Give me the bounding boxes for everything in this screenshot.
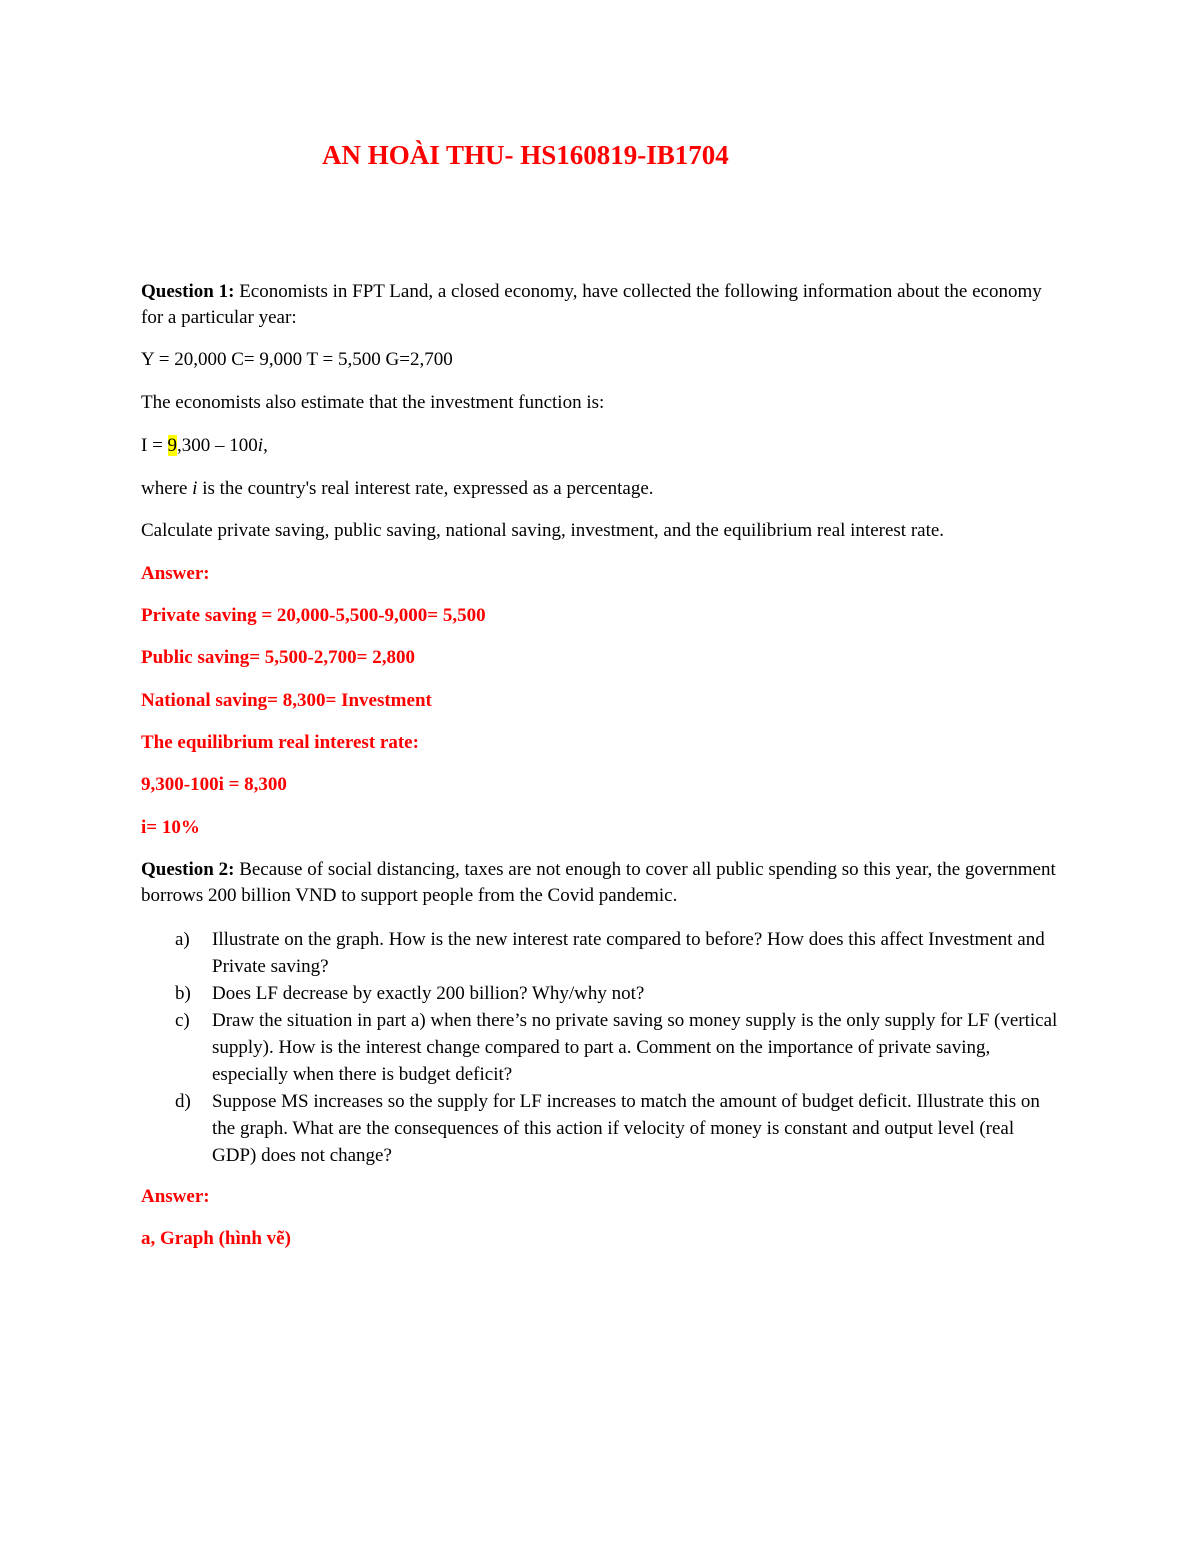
answer-1-national-saving: National saving= 8,300= Investment xyxy=(141,690,432,711)
answer-1-heading: Answer: xyxy=(141,563,210,584)
answer-1-equation: 9,300-100i = 8,300 xyxy=(141,774,287,795)
list-marker: c) xyxy=(175,1010,190,1031)
question-2-paragraph xyxy=(141,857,1061,909)
formula-variable: i xyxy=(257,435,264,456)
where-prefix: where xyxy=(141,478,193,499)
formula-rest: ,300 – 100 xyxy=(177,435,258,456)
answer-1-equilibrium-heading: The equilibrium real interest rate: xyxy=(141,732,419,753)
list-item-text: Draw the situation in part a) when there’s no private saving so money supply is the only supply for LF (vertical supply). How is the interest change compared to part a. Comment on the importance of private saving, especially when there is budget deficit? xyxy=(212,1010,1058,1085)
list-marker: d) xyxy=(175,1091,191,1112)
answer-1-result: i= 10% xyxy=(141,817,200,838)
where-rest: is the country's real interest rate, expressed as a percentage. xyxy=(197,478,654,499)
list-item xyxy=(141,1007,1061,1088)
answer-2-heading: Answer: xyxy=(141,1186,210,1207)
question-1-task: Calculate private saving, public saving, national saving, investment, and the equilibrium real interest rate. xyxy=(141,520,945,541)
interest-rate-definition xyxy=(141,476,1061,502)
list-item-text: Suppose MS increases so the supply for LF increases to match the amount of budget deficit. Illustrate this on the graph. What are the consequences of this action if velocity of money is constant and output level (real GDP) does not change? xyxy=(212,1091,1040,1166)
list-item xyxy=(141,1088,1061,1169)
investment-formula xyxy=(141,433,1061,459)
question-1-text: Economists in FPT Land, a closed economy, have collected the following information about the economy for a particular year: xyxy=(141,281,1042,328)
list-item xyxy=(141,980,1061,1007)
answer-1-public-saving: Public saving= 5,500-2,700= 2,800 xyxy=(141,647,415,668)
question-2-sub-list xyxy=(141,926,1061,1169)
formula-prefix: I = xyxy=(141,435,168,456)
investment-intro: The economists also estimate that the investment function is: xyxy=(141,392,605,413)
question-1-label: Question 1: xyxy=(141,281,235,302)
question-1-data-line: Y = 20,000 C= 9,000 T = 5,500 G=2,700 xyxy=(141,349,453,370)
list-marker: a) xyxy=(175,929,190,950)
answer-2-graph-line: a, Graph (hình vẽ) xyxy=(141,1228,291,1249)
answer-1-private-saving: Private saving = 20,000-5,500-9,000= 5,500 xyxy=(141,605,486,626)
list-item-text: Does LF decrease by exactly 200 billion? Why/why not? xyxy=(212,983,645,1004)
question-1-paragraph xyxy=(141,279,1061,331)
list-item-text: Illustrate on the graph. How is the new interest rate compared to before? How does this affect Investment and Private saving? xyxy=(212,929,1045,977)
question-2-label: Question 2: xyxy=(141,859,235,880)
document-title: AN HOÀI THU- HS160819-IB1704 xyxy=(322,140,729,170)
list-item xyxy=(141,926,1061,980)
formula-highlight: 9 xyxy=(167,435,178,456)
where-variable: i xyxy=(192,478,198,499)
formula-end: , xyxy=(263,435,268,456)
question-2-text: Because of social distancing, taxes are not enough to cover all public spending so this year, the government borrows 200 billion VND to support people from the Covid pandemic. xyxy=(141,859,1056,906)
list-marker: b) xyxy=(175,983,191,1004)
